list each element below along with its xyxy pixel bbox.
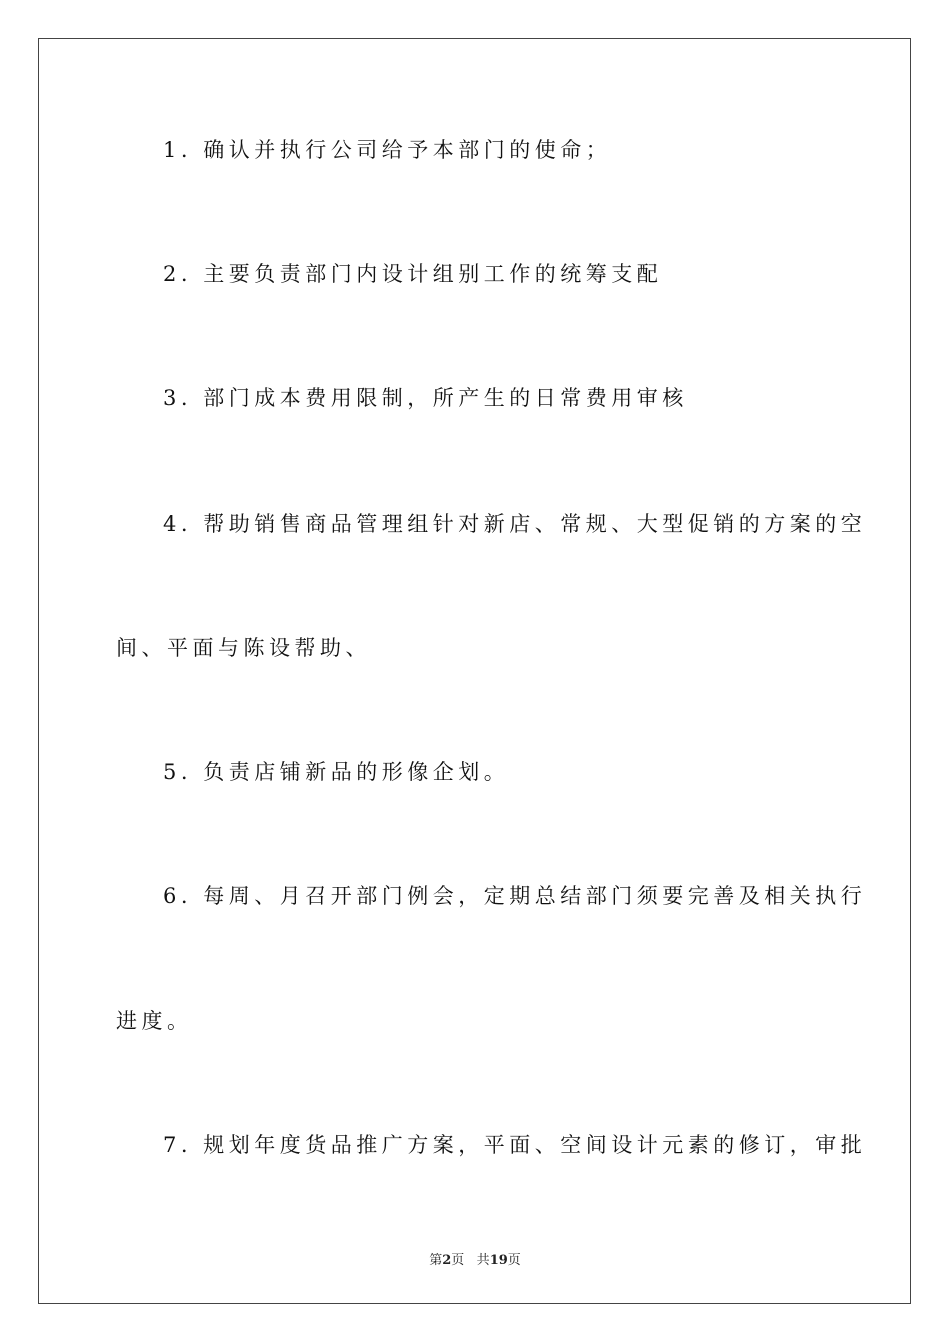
paragraph-4-line-2: 间、平面与陈设帮助、 <box>116 636 371 660</box>
total-pages: 19 <box>489 1253 508 1268</box>
paragraph-1: 1. 确认并执行公司给予本部门的使命； <box>163 138 612 162</box>
paragraph-7: 7. 规划年度货品推广方案，平面、空间设计元素的修订，审批 <box>163 1133 867 1157</box>
page-border <box>38 38 911 1304</box>
page-suffix: 页 <box>451 1253 465 1268</box>
total-prefix: 共 <box>476 1253 490 1268</box>
total-suffix: 页 <box>507 1253 521 1268</box>
page-number: 2 <box>442 1253 452 1268</box>
paragraph-2: 2. 主要负责部门内设计组别工作的统筹支配 <box>163 262 663 286</box>
paragraph-4-line-1: 4. 帮助销售商品管理组针对新店、常规、大型促销的方案的空 <box>163 512 867 536</box>
page-prefix: 第 <box>429 1253 443 1268</box>
paragraph-6-line-1: 6. 每周、月召开部门例会，定期总结部门须要完善及相关执行 <box>163 884 867 908</box>
paragraph-6-line-2: 进度。 <box>116 1009 193 1033</box>
page-footer <box>0 1249 950 1268</box>
paragraph-5: 5. 负责店铺新品的形像企划。 <box>163 760 510 784</box>
paragraph-3: 3. 部门成本费用限制，所产生的日常费用审核 <box>163 386 688 410</box>
